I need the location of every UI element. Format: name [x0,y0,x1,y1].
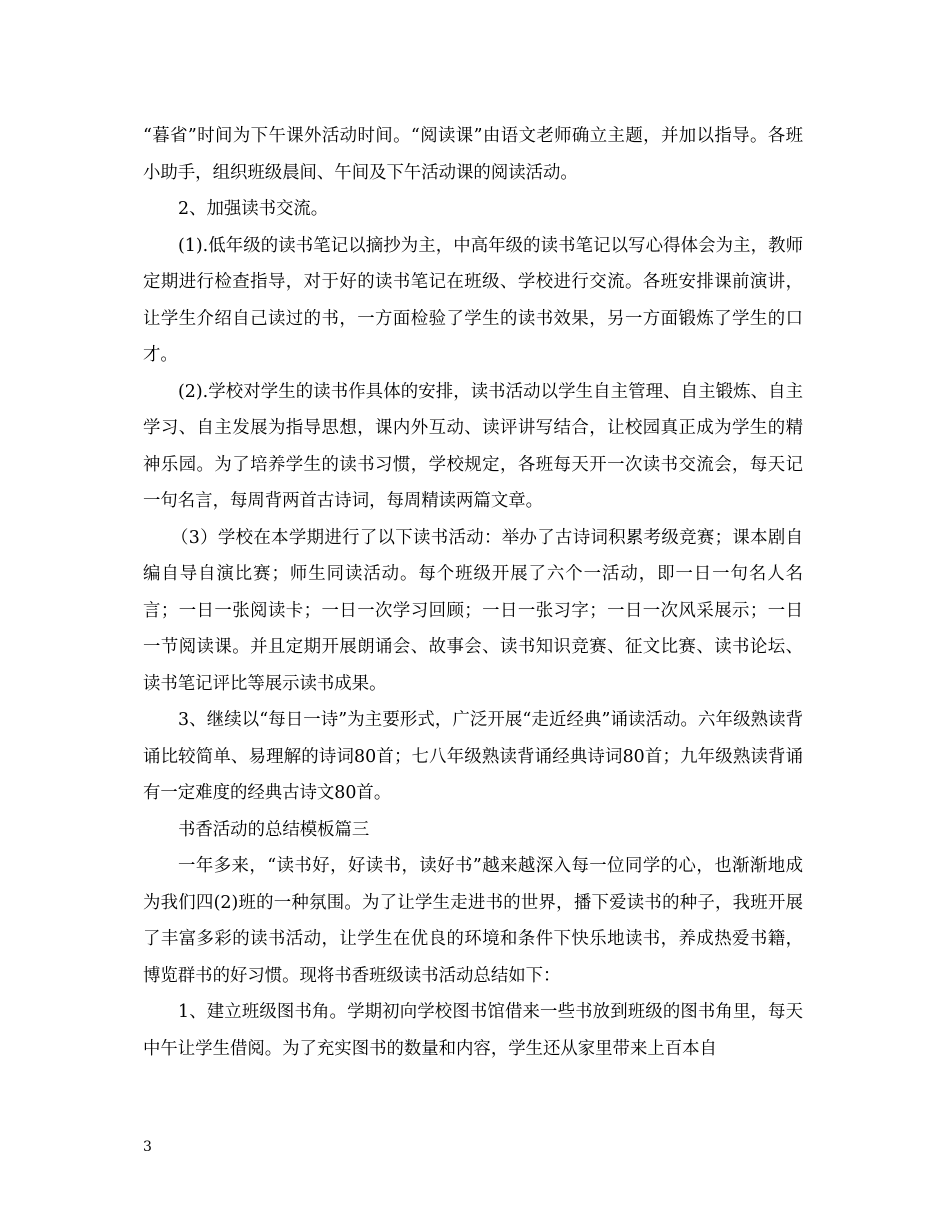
document-body [143,118,803,1067]
paragraph-book-corner: 1、建立班级图书角。学期初向学校图书馆借来一些书放到班级的图书角里，每天中午让学生借阅。为了充实图书的数量和内容，学生还从家里带来上百本自 [143,1002,803,1059]
paragraph-semester-activities: （3）学校在本学期进行了以下读书活动：举办了古诗词积累考级竞赛；课本剧自编自导自演比赛；师生同读活动。每个班级开展了六个一活动，即一日一句名人名言；一日一张阅读卡；一日一次学习回顾；一日一张习字；一日一次风采展示；一日一节阅读课。并且定期开展朗诵会、故事会、读书知识竞赛、征文比赛、读书论坛、读书笔记评比等展示读书成果。 [143,527,803,694]
section-title-template-three: 书香活动的总结模板篇三 [178,819,370,840]
paragraph-intro-class: 一年多来，“读书好，好读书，读好书”越来越深入每一位同学的心，也渐渐地成为我们四(2)班的一种氛围。为了让学生走进书的世界，播下爱读书的种子，我班开展了丰富多彩的读书活动，让学生在优良的环境和条件下快乐地读书，养成热爱书籍，博览群书的好习惯。现将书香班级读书活动总结如下： [143,856,803,986]
paragraph-daily-poem: 3、继续以“每日一诗”为主要形式，广泛开展“走近经典”诵读活动。六年级熟读背诵比较简单、易理解的诗词80首；七八年级熟读背诵经典诗词80首；九年级熟读背诵有一定难度的经典古诗文80首。 [143,710,803,803]
page-number: 3 [143,1139,152,1155]
paragraph-continuation: “暮省”时间为下午课外活动时间。“阅读课”由语文老师确立主题，并加以指导。各班小助手，组织班级晨间、午间及下午活动课的阅读活动。 [143,126,803,183]
paragraph-reading-notes: (1).低年级的读书笔记以摘抄为主，中高年级的读书笔记以写心得体会为主，教师定期进行检查指导，对于好的读书笔记在班级、学校进行交流。各班安排课前演讲，让学生介绍自己读过的书，一方面检验了学生的读书效果，另一方面锻炼了学生的口才。 [143,235,803,365]
paragraph-school-arrangement: (2).学校对学生的读书作具体的安排，读书活动以学生自主管理、自主锻炼、自主学习、自主发展为指导思想，课内外互动、读评讲写结合，让校园真正成为学生的精神乐园。为了培养学生的读书习惯，学校规定，各班每天开一次读书交流会，每天记一句名言，每周背两首古诗词，每周精读两篇文章。 [143,381,803,511]
section-heading-reading-exchange: 2、加强读书交流。 [178,199,329,219]
